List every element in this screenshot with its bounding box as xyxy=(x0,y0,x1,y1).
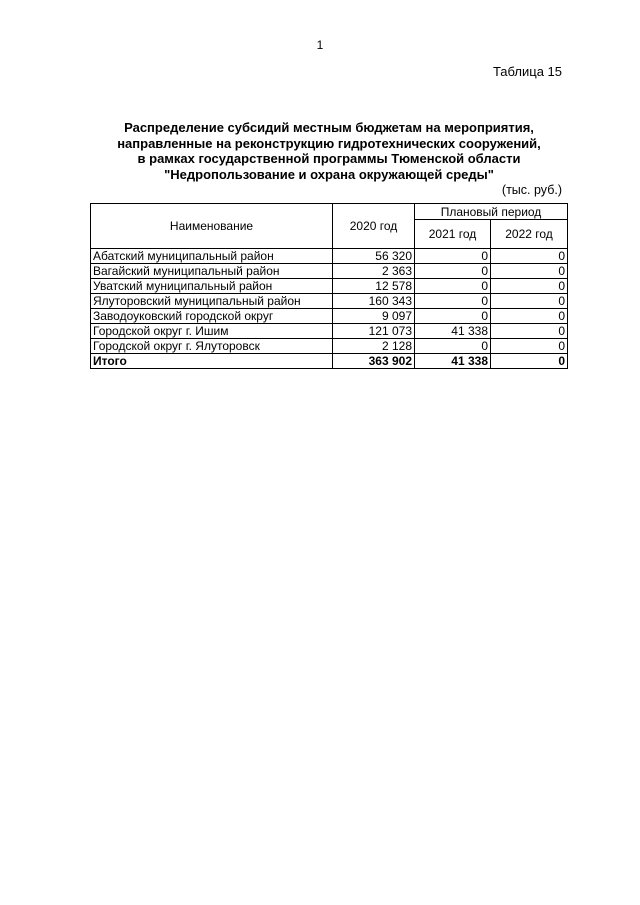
table-row xyxy=(91,264,568,279)
total-label: Итого xyxy=(91,354,333,369)
table-row xyxy=(91,339,568,354)
row-value-2022: 0 xyxy=(491,294,568,309)
total-value-2021: 41 338 xyxy=(415,354,491,369)
row-name: Вагайский муниципальный район xyxy=(91,264,333,279)
row-value-2022: 0 xyxy=(491,264,568,279)
total-value-2020: 363 902 xyxy=(333,354,415,369)
row-value-2021: 0 xyxy=(415,294,491,309)
row-value-2021: 41 338 xyxy=(415,324,491,339)
table-label: Таблица 15 xyxy=(492,64,562,79)
row-value-2021: 0 xyxy=(415,249,491,264)
row-value-2020: 12 578 xyxy=(333,279,415,294)
table-row xyxy=(91,324,568,339)
table-row xyxy=(91,279,568,294)
header-name: Наименование xyxy=(91,204,333,249)
row-value-2021: 0 xyxy=(415,279,491,294)
row-value-2020: 9 097 xyxy=(333,309,415,324)
row-value-2020: 160 343 xyxy=(333,294,415,309)
row-name: Городской округ г. Ишим xyxy=(91,324,333,339)
subsidy-table xyxy=(90,203,568,369)
table-row xyxy=(91,294,568,309)
row-value-2021: 0 xyxy=(415,309,491,324)
row-value-2021: 0 xyxy=(415,339,491,354)
row-value-2022: 0 xyxy=(491,309,568,324)
title-line: Распределение субсидий местным бюджетам на мероприятия, xyxy=(124,120,534,135)
title-line: направленные на реконструкцию гидротехнических сооружений, xyxy=(117,135,541,151)
title-line: "Недропользование и охрана окружающей среды" xyxy=(164,166,494,182)
page-number: 1 xyxy=(316,38,324,52)
table-row xyxy=(91,309,568,324)
row-name: Заводоуковский городской округ xyxy=(91,309,333,324)
row-value-2020: 121 073 xyxy=(333,324,415,339)
row-name: Городской округ г. Ялуторовск xyxy=(91,339,333,354)
total-row xyxy=(91,354,568,369)
table-row xyxy=(91,249,568,264)
row-value-2022: 0 xyxy=(491,279,568,294)
header-planned-period: Плановый период xyxy=(415,204,568,220)
row-value-2022: 0 xyxy=(491,339,568,354)
row-value-2021: 0 xyxy=(415,264,491,279)
title-line: в рамках государственной программы Тюменской области xyxy=(137,151,521,166)
header-2022: 2022 год xyxy=(491,220,568,249)
row-value-2022: 0 xyxy=(491,249,568,264)
header-2020: 2020 год xyxy=(333,204,415,249)
row-value-2020: 2 128 xyxy=(333,339,415,354)
row-value-2020: 56 320 xyxy=(333,249,415,264)
units-label: (тыс. руб.) xyxy=(501,183,562,197)
header-2021: 2021 год xyxy=(415,220,491,249)
row-value-2020: 2 363 xyxy=(333,264,415,279)
total-value-2022: 0 xyxy=(491,354,568,369)
row-name: Абатский муниципальный район xyxy=(91,249,333,264)
document-title xyxy=(60,120,598,182)
row-name: Уватский муниципальный район xyxy=(91,279,333,294)
row-value-2022: 0 xyxy=(491,324,568,339)
row-name: Ялуторовский муниципальный район xyxy=(91,294,333,309)
